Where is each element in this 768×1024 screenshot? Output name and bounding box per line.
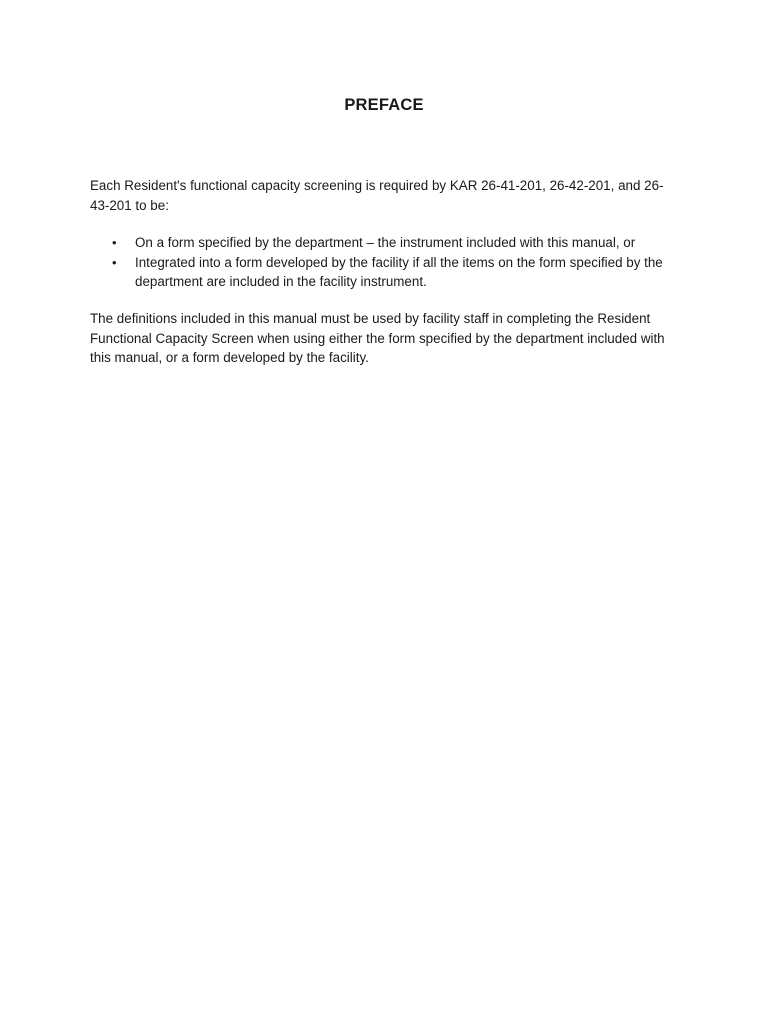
list-item-text: On a form specified by the department – the instrument included with this manual, or — [135, 235, 636, 250]
bullet-icon: • — [112, 254, 117, 270]
list-item — [90, 233, 680, 253]
list-item — [90, 253, 680, 292]
list-item-text: Integrated into a form developed by the facility if all the items on the form specified by the department are included in the facility instrument. — [135, 254, 663, 289]
page-title: PREFACE — [344, 96, 424, 114]
bullet-icon: • — [112, 235, 117, 250]
requirements-list — [90, 233, 680, 292]
closing-paragraph: The definitions included in this manual must be used by facility staff in completing the Resident Functional Capacity Screen when using either the form specified by the department included with this manual, or a form developed by the facility. — [90, 311, 665, 365]
intro-paragraph: Each Resident's functional capacity screening is required by KAR 26-41-201, 26-42-201, and 26-43-201 to be: — [90, 178, 664, 213]
